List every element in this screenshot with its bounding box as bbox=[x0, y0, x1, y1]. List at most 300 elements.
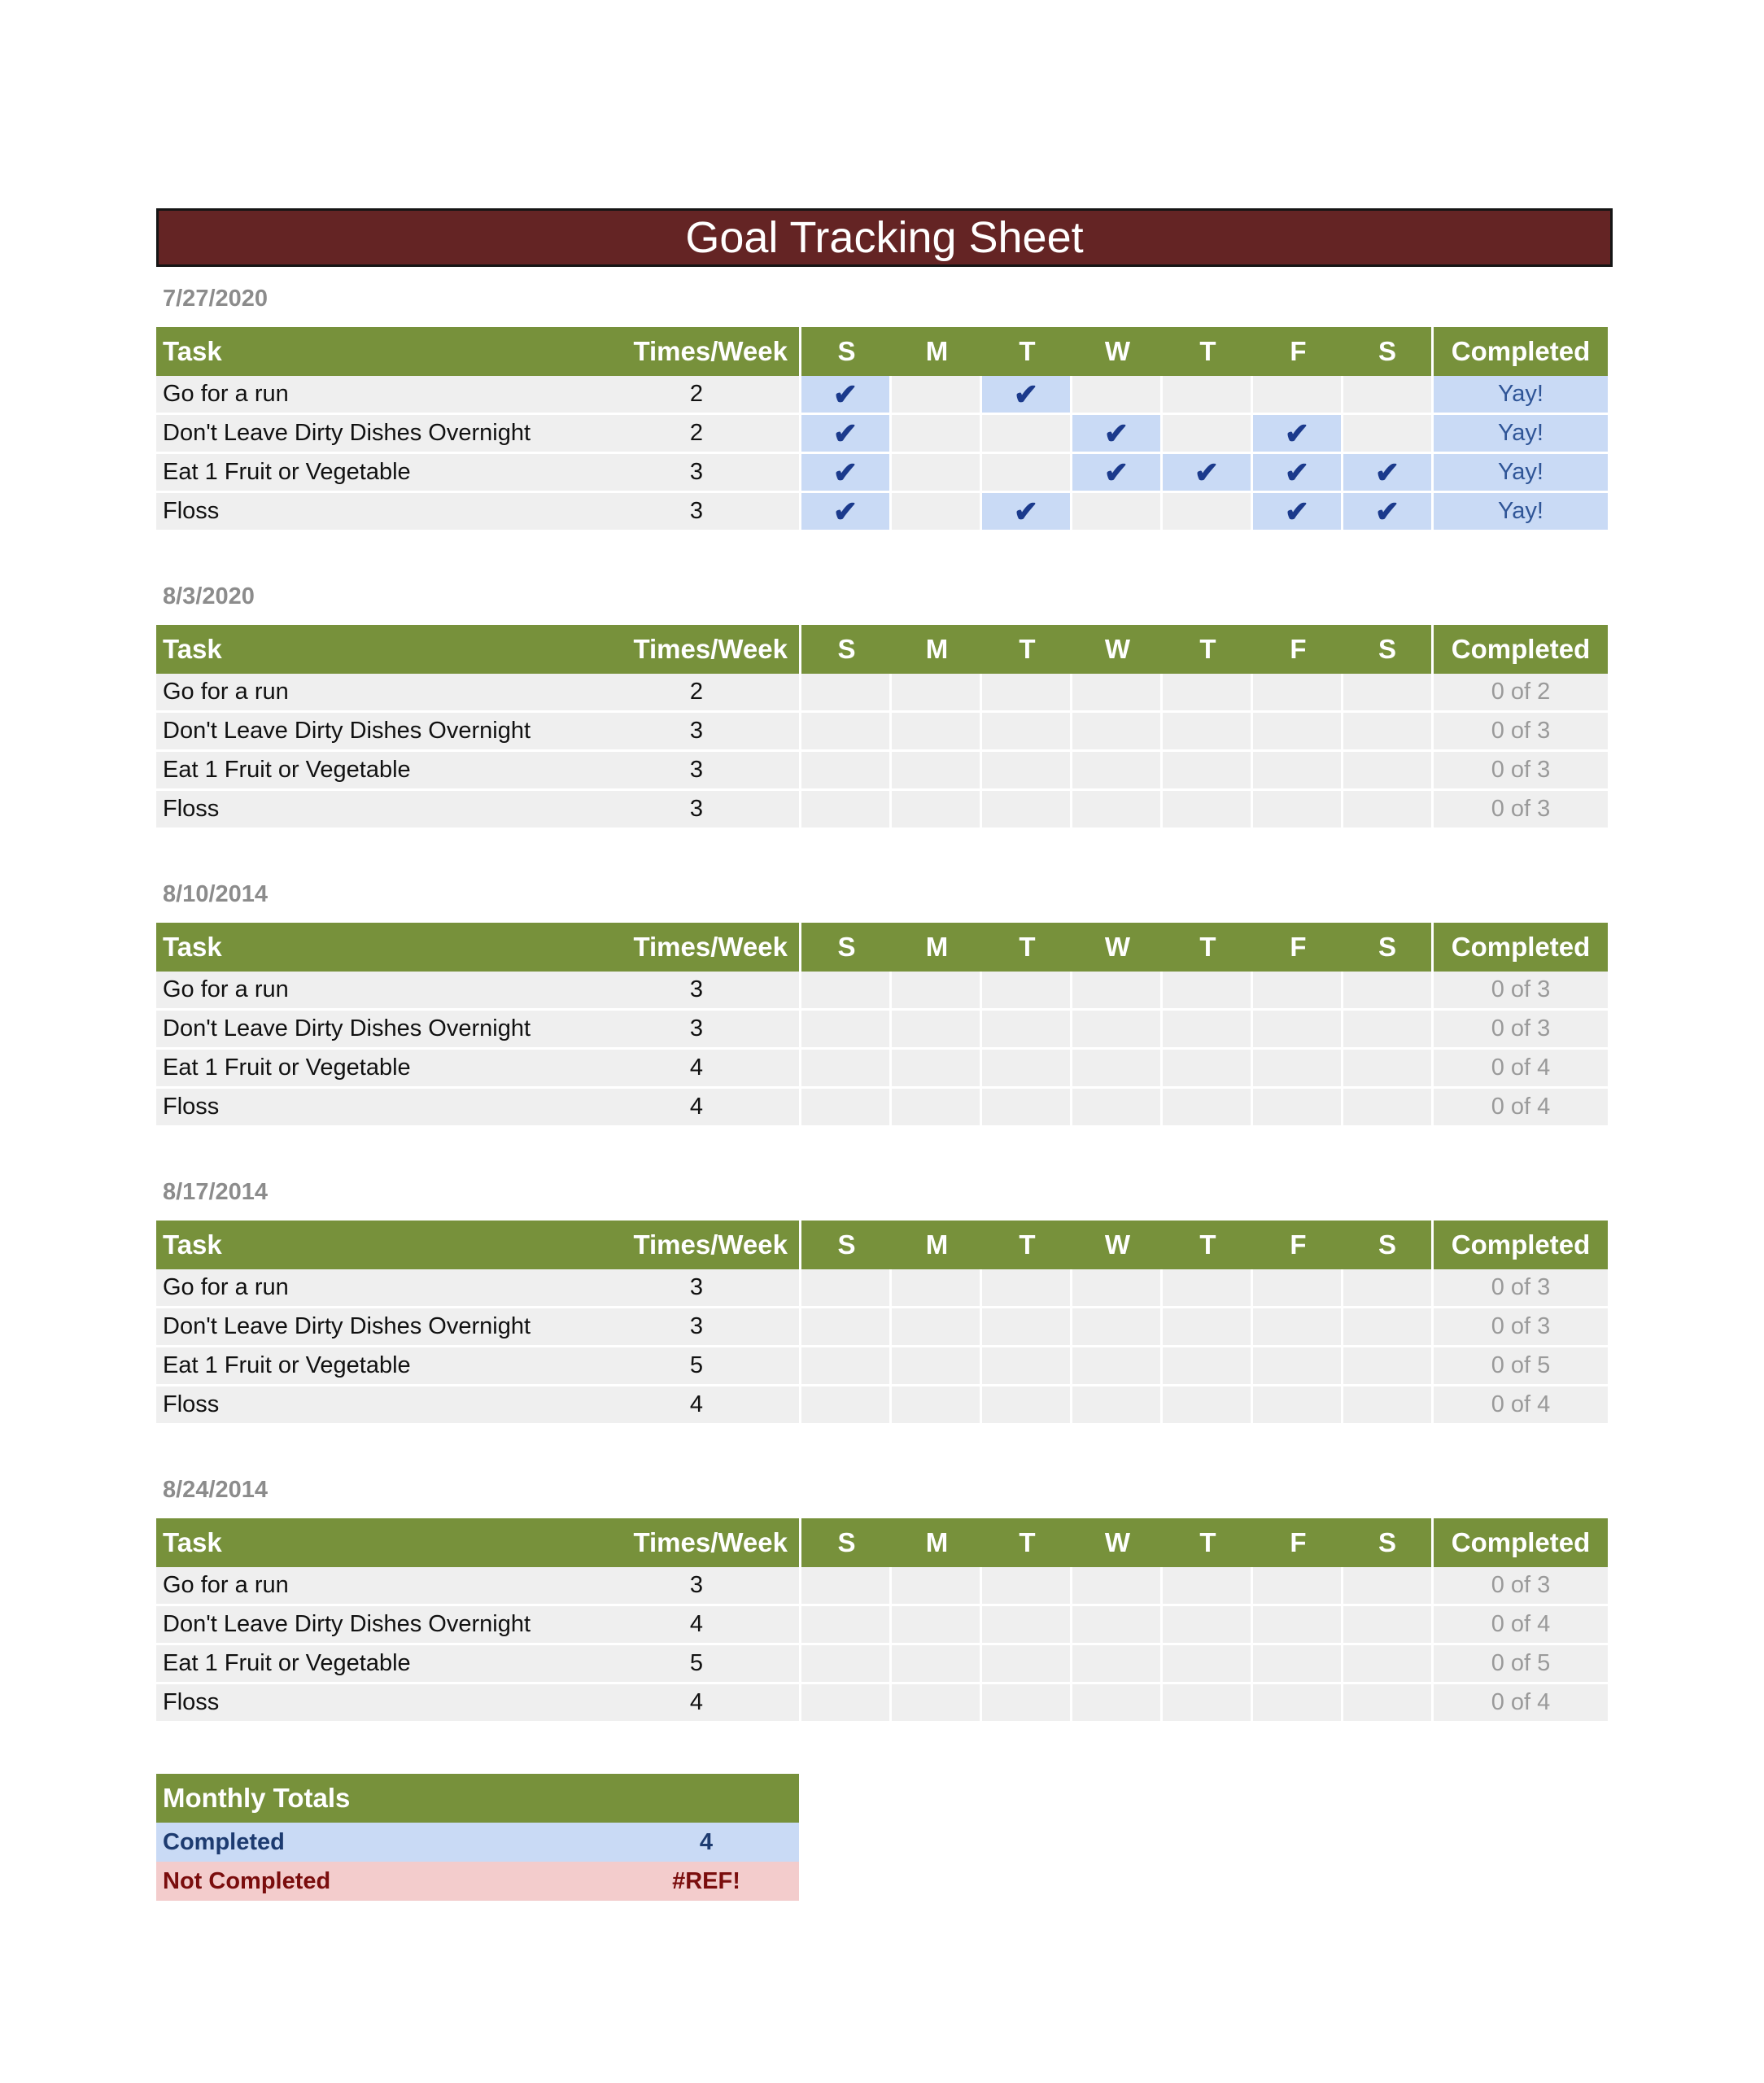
day-cell[interactable] bbox=[892, 454, 982, 493]
task-cell[interactable] bbox=[156, 376, 801, 415]
day-cell[interactable] bbox=[1253, 415, 1343, 454]
completed-cell: 0 of 3 bbox=[1434, 752, 1608, 791]
day-cell[interactable] bbox=[1163, 752, 1253, 791]
header-day: T bbox=[1163, 1221, 1253, 1269]
day-cell[interactable] bbox=[892, 1308, 982, 1347]
completed-cell: 0 of 3 bbox=[1434, 713, 1608, 752]
check-icon: ✔ bbox=[832, 494, 858, 528]
day-cell[interactable] bbox=[1343, 415, 1434, 454]
day-cell[interactable] bbox=[1253, 791, 1343, 830]
day-cell[interactable] bbox=[892, 1606, 982, 1645]
header-day: S bbox=[1343, 1221, 1434, 1269]
day-cell[interactable] bbox=[982, 791, 1072, 830]
day-cell[interactable] bbox=[1253, 1645, 1343, 1684]
day-cell[interactable] bbox=[1253, 1269, 1343, 1308]
completed-cell: Yay! bbox=[1434, 493, 1608, 532]
day-cell[interactable] bbox=[1253, 1386, 1343, 1426]
header-task-cell bbox=[156, 625, 801, 674]
day-cell[interactable] bbox=[982, 752, 1072, 791]
header-day: T bbox=[1163, 327, 1253, 376]
day-cell[interactable] bbox=[982, 674, 1072, 713]
day-cell[interactable] bbox=[892, 674, 982, 713]
task-name: Eat 1 Fruit or Vegetable bbox=[163, 1650, 411, 1676]
day-cell[interactable] bbox=[1343, 1567, 1434, 1606]
header-day: W bbox=[1072, 327, 1163, 376]
task-cell[interactable] bbox=[156, 713, 801, 752]
day-cell[interactable] bbox=[1343, 1308, 1434, 1347]
day-cell[interactable] bbox=[1343, 376, 1434, 415]
check-icon: ✔ bbox=[1374, 494, 1400, 528]
task-cell[interactable] bbox=[156, 674, 801, 713]
header-day: T bbox=[982, 327, 1072, 376]
header-day: S bbox=[801, 625, 892, 674]
day-cell[interactable] bbox=[1163, 1269, 1253, 1308]
task-cell[interactable] bbox=[156, 1089, 801, 1128]
day-cell[interactable] bbox=[1072, 972, 1163, 1011]
day-cell[interactable] bbox=[982, 1050, 1072, 1089]
header-day: T bbox=[982, 923, 1072, 972]
day-cell[interactable] bbox=[892, 1567, 982, 1606]
week-section bbox=[156, 830, 1613, 1128]
task-cell[interactable] bbox=[156, 1269, 801, 1308]
times-per-week-value: 3 bbox=[689, 498, 704, 524]
task-name: Go for a run bbox=[163, 679, 289, 705]
task-cell[interactable] bbox=[156, 972, 801, 1011]
header-completed: Completed bbox=[1434, 327, 1608, 376]
day-cell[interactable] bbox=[892, 1050, 982, 1089]
week-spacer bbox=[156, 532, 1613, 565]
day-cell[interactable] bbox=[892, 1089, 982, 1128]
header-day: M bbox=[892, 625, 982, 674]
day-cell[interactable] bbox=[1072, 376, 1163, 415]
week-date: 8/17/2014 bbox=[163, 1179, 269, 1205]
monthly-totals-table bbox=[156, 1774, 799, 1901]
header-day: S bbox=[1343, 327, 1434, 376]
week-spacer bbox=[156, 830, 1613, 862]
completed-cell: 0 of 3 bbox=[1434, 1011, 1608, 1050]
header-day: M bbox=[892, 1518, 982, 1567]
day-cell[interactable] bbox=[801, 1645, 892, 1684]
day-cell[interactable] bbox=[982, 1645, 1072, 1684]
completed-cell: Yay! bbox=[1434, 376, 1608, 415]
header-day: W bbox=[1072, 625, 1163, 674]
task-name: Don't Leave Dirty Dishes Overnight bbox=[163, 1611, 531, 1637]
task-name: Go for a run bbox=[163, 381, 289, 407]
day-cell[interactable] bbox=[1072, 1308, 1163, 1347]
day-cell[interactable] bbox=[982, 415, 1072, 454]
times-per-week-value: 3 bbox=[689, 757, 704, 783]
day-cell[interactable] bbox=[892, 376, 982, 415]
header-task: Task bbox=[163, 932, 222, 962]
header-times-per-week: Times/Week bbox=[633, 1229, 788, 1260]
day-cell[interactable] bbox=[801, 1011, 892, 1050]
day-cell[interactable] bbox=[1072, 674, 1163, 713]
task-name: Floss bbox=[163, 1689, 220, 1715]
day-cell[interactable] bbox=[1253, 454, 1343, 493]
completed-cell: Yay! bbox=[1434, 415, 1608, 454]
task-name: Eat 1 Fruit or Vegetable bbox=[163, 459, 411, 485]
totals-completed-value: 4 bbox=[699, 1828, 714, 1855]
day-cell[interactable] bbox=[801, 1269, 892, 1308]
week-spacer bbox=[156, 1128, 1613, 1160]
day-cell[interactable] bbox=[1072, 1347, 1163, 1386]
times-per-week-value: 2 bbox=[689, 420, 704, 446]
header-day: S bbox=[1343, 923, 1434, 972]
totals-not-completed-label: Not Completed bbox=[163, 1867, 331, 1894]
header-task-cell bbox=[156, 327, 801, 376]
day-cell[interactable] bbox=[1343, 1684, 1434, 1723]
day-cell[interactable] bbox=[892, 791, 982, 830]
day-cell[interactable] bbox=[1163, 1684, 1253, 1723]
day-cell[interactable] bbox=[801, 376, 892, 415]
task-cell[interactable] bbox=[156, 1386, 801, 1426]
day-cell[interactable] bbox=[801, 1050, 892, 1089]
day-cell[interactable] bbox=[892, 1269, 982, 1308]
day-cell[interactable] bbox=[801, 674, 892, 713]
day-cell[interactable] bbox=[1253, 1606, 1343, 1645]
day-cell[interactable] bbox=[982, 493, 1072, 532]
day-cell[interactable] bbox=[1253, 376, 1343, 415]
task-name: Eat 1 Fruit or Vegetable bbox=[163, 1055, 411, 1081]
header-task: Task bbox=[163, 1527, 222, 1557]
completed-cell: 0 of 4 bbox=[1434, 1386, 1608, 1426]
day-cell[interactable] bbox=[892, 972, 982, 1011]
day-cell[interactable] bbox=[892, 1645, 982, 1684]
day-cell[interactable] bbox=[801, 1089, 892, 1128]
task-cell[interactable] bbox=[156, 1567, 801, 1606]
day-cell[interactable] bbox=[1163, 713, 1253, 752]
day-cell[interactable] bbox=[1072, 752, 1163, 791]
times-per-week-value: 3 bbox=[689, 976, 704, 1002]
day-cell[interactable] bbox=[801, 454, 892, 493]
times-per-week-value: 3 bbox=[689, 796, 704, 822]
header-day: T bbox=[1163, 1518, 1253, 1567]
times-per-week-value: 4 bbox=[689, 1094, 704, 1120]
check-icon: ✔ bbox=[832, 377, 858, 411]
header-day: W bbox=[1072, 1221, 1163, 1269]
header-task-cell bbox=[156, 1518, 801, 1567]
day-cell[interactable] bbox=[1343, 493, 1434, 532]
day-cell[interactable] bbox=[892, 1011, 982, 1050]
task-cell[interactable] bbox=[156, 1011, 801, 1050]
day-cell[interactable] bbox=[801, 1606, 892, 1645]
day-cell[interactable] bbox=[1253, 1347, 1343, 1386]
times-per-week-value: 5 bbox=[689, 1352, 704, 1378]
times-per-week-value: 5 bbox=[689, 1650, 704, 1676]
day-cell[interactable] bbox=[892, 1684, 982, 1723]
day-cell[interactable] bbox=[982, 1089, 1072, 1128]
day-cell[interactable] bbox=[892, 1386, 982, 1426]
day-cell[interactable] bbox=[1343, 454, 1434, 493]
times-per-week-value: 2 bbox=[689, 381, 704, 407]
day-cell[interactable] bbox=[1253, 493, 1343, 532]
header-times-per-week: Times/Week bbox=[633, 336, 788, 366]
header-day: T bbox=[1163, 625, 1253, 674]
completed-cell: 0 of 3 bbox=[1434, 1308, 1608, 1347]
day-cell[interactable] bbox=[982, 1011, 1072, 1050]
day-cell[interactable] bbox=[982, 1684, 1072, 1723]
day-cell[interactable] bbox=[1253, 1050, 1343, 1089]
task-cell[interactable] bbox=[156, 493, 801, 532]
task-name: Don't Leave Dirty Dishes Overnight bbox=[163, 718, 531, 744]
task-name: Floss bbox=[163, 498, 220, 524]
times-per-week-value: 2 bbox=[689, 679, 704, 705]
totals-completed-label: Completed bbox=[163, 1828, 285, 1855]
day-cell[interactable] bbox=[801, 713, 892, 752]
day-cell[interactable] bbox=[982, 972, 1072, 1011]
day-cell[interactable] bbox=[982, 1386, 1072, 1426]
header-day: F bbox=[1253, 1518, 1343, 1567]
week-table bbox=[156, 327, 1613, 532]
task-cell[interactable] bbox=[156, 1645, 801, 1684]
day-cell[interactable] bbox=[982, 1567, 1072, 1606]
day-cell[interactable] bbox=[1343, 1645, 1434, 1684]
day-cell[interactable] bbox=[1253, 972, 1343, 1011]
task-name: Go for a run bbox=[163, 1572, 289, 1598]
day-cell[interactable] bbox=[1072, 1386, 1163, 1426]
day-cell[interactable] bbox=[892, 1347, 982, 1386]
header-day: M bbox=[892, 1221, 982, 1269]
check-icon: ✔ bbox=[832, 416, 858, 450]
day-cell[interactable] bbox=[801, 791, 892, 830]
times-per-week-value: 3 bbox=[689, 1313, 704, 1339]
day-cell[interactable] bbox=[1343, 713, 1434, 752]
header-completed: Completed bbox=[1434, 1518, 1608, 1567]
day-cell[interactable] bbox=[801, 493, 892, 532]
header-day: W bbox=[1072, 1518, 1163, 1567]
day-cell[interactable] bbox=[1072, 1645, 1163, 1684]
week-table bbox=[156, 923, 1613, 1128]
completed-cell: 0 of 2 bbox=[1434, 674, 1608, 713]
header-task: Task bbox=[163, 1229, 222, 1260]
day-cell[interactable] bbox=[801, 1567, 892, 1606]
header-day: S bbox=[801, 1518, 892, 1567]
header-day: T bbox=[982, 1518, 1072, 1567]
weeks-container bbox=[156, 267, 1613, 1723]
day-cell[interactable] bbox=[1163, 674, 1253, 713]
task-name: Floss bbox=[163, 1391, 220, 1417]
completed-cell: 0 of 4 bbox=[1434, 1050, 1608, 1089]
day-cell[interactable] bbox=[1072, 791, 1163, 830]
task-name: Don't Leave Dirty Dishes Overnight bbox=[163, 1313, 531, 1339]
header-times-per-week: Times/Week bbox=[633, 932, 788, 962]
task-name: Floss bbox=[163, 796, 220, 822]
day-cell[interactable] bbox=[1163, 1645, 1253, 1684]
week-table bbox=[156, 1221, 1613, 1426]
day-cell[interactable] bbox=[1072, 1606, 1163, 1645]
completed-cell: 0 of 4 bbox=[1434, 1606, 1608, 1645]
completed-cell: 0 of 3 bbox=[1434, 1567, 1608, 1606]
task-cell[interactable] bbox=[156, 415, 801, 454]
day-cell[interactable] bbox=[892, 493, 982, 532]
day-cell[interactable] bbox=[801, 1308, 892, 1347]
day-cell[interactable] bbox=[1163, 1308, 1253, 1347]
day-cell[interactable] bbox=[1163, 1011, 1253, 1050]
day-cell[interactable] bbox=[1163, 1606, 1253, 1645]
task-cell[interactable] bbox=[156, 1684, 801, 1723]
day-cell[interactable] bbox=[1072, 713, 1163, 752]
day-cell[interactable] bbox=[1343, 752, 1434, 791]
day-cell[interactable] bbox=[1253, 1567, 1343, 1606]
header-day: S bbox=[1343, 625, 1434, 674]
day-cell[interactable] bbox=[1163, 972, 1253, 1011]
check-icon: ✔ bbox=[1013, 377, 1039, 411]
task-cell[interactable] bbox=[156, 1308, 801, 1347]
header-completed: Completed bbox=[1434, 923, 1608, 972]
header-completed: Completed bbox=[1434, 1221, 1608, 1269]
week-table bbox=[156, 1518, 1613, 1723]
day-cell[interactable] bbox=[801, 415, 892, 454]
day-cell[interactable] bbox=[1163, 791, 1253, 830]
week-table bbox=[156, 625, 1613, 830]
day-cell[interactable] bbox=[1343, 1347, 1434, 1386]
header-task: Task bbox=[163, 634, 222, 664]
header-completed: Completed bbox=[1434, 625, 1608, 674]
header-task-cell bbox=[156, 1221, 801, 1269]
day-cell[interactable] bbox=[1072, 454, 1163, 493]
day-cell[interactable] bbox=[1253, 674, 1343, 713]
day-cell[interactable] bbox=[801, 1347, 892, 1386]
day-cell[interactable] bbox=[1072, 1567, 1163, 1606]
day-cell[interactable] bbox=[1072, 1089, 1163, 1128]
check-icon: ✔ bbox=[1284, 494, 1310, 528]
header-day: T bbox=[982, 1221, 1072, 1269]
task-cell[interactable] bbox=[156, 791, 801, 830]
completed-cell: 0 of 3 bbox=[1434, 791, 1608, 830]
week-section bbox=[156, 267, 1613, 532]
times-per-week-value: 3 bbox=[689, 1274, 704, 1300]
day-cell[interactable] bbox=[982, 1606, 1072, 1645]
header-day: S bbox=[801, 923, 892, 972]
day-cell[interactable] bbox=[1343, 1269, 1434, 1308]
day-cell[interactable] bbox=[1163, 1050, 1253, 1089]
day-cell[interactable] bbox=[1253, 1011, 1343, 1050]
sheet-title: Goal Tracking Sheet bbox=[156, 208, 1613, 267]
header-day: T bbox=[982, 625, 1072, 674]
totals-not-completed-value: #REF! bbox=[672, 1867, 740, 1894]
day-cell[interactable] bbox=[982, 1347, 1072, 1386]
task-name: Go for a run bbox=[163, 976, 289, 1002]
week-section bbox=[156, 1128, 1613, 1426]
week-date: 8/3/2020 bbox=[163, 583, 255, 609]
task-cell[interactable] bbox=[156, 1347, 801, 1386]
day-cell[interactable] bbox=[982, 713, 1072, 752]
day-cell[interactable] bbox=[982, 1308, 1072, 1347]
day-cell[interactable] bbox=[1343, 1011, 1434, 1050]
check-icon: ✔ bbox=[1374, 455, 1400, 489]
day-cell[interactable] bbox=[1163, 1347, 1253, 1386]
times-per-week-value: 4 bbox=[689, 1055, 704, 1081]
day-cell[interactable] bbox=[1253, 1684, 1343, 1723]
task-name: Eat 1 Fruit or Vegetable bbox=[163, 757, 411, 783]
completed-cell: 0 of 5 bbox=[1434, 1645, 1608, 1684]
monthly-totals-header: Monthly Totals bbox=[156, 1774, 799, 1823]
day-cell[interactable] bbox=[1253, 752, 1343, 791]
day-cell[interactable] bbox=[1163, 1567, 1253, 1606]
check-icon: ✔ bbox=[832, 455, 858, 489]
completed-cell: 0 of 4 bbox=[1434, 1089, 1608, 1128]
week-date: 8/24/2014 bbox=[163, 1477, 269, 1503]
header-day: M bbox=[892, 327, 982, 376]
day-cell[interactable] bbox=[982, 454, 1072, 493]
header-task-cell bbox=[156, 923, 801, 972]
task-cell[interactable] bbox=[156, 1050, 801, 1089]
header-day: T bbox=[1163, 923, 1253, 972]
day-cell[interactable] bbox=[1163, 1386, 1253, 1426]
times-per-week-value: 4 bbox=[689, 1391, 704, 1417]
day-cell[interactable] bbox=[1072, 1011, 1163, 1050]
day-cell[interactable] bbox=[801, 1684, 892, 1723]
task-name: Eat 1 Fruit or Vegetable bbox=[163, 1352, 411, 1378]
task-cell[interactable] bbox=[156, 752, 801, 791]
header-day: S bbox=[801, 327, 892, 376]
day-cell[interactable] bbox=[1253, 1308, 1343, 1347]
day-cell[interactable] bbox=[1072, 415, 1163, 454]
check-icon: ✔ bbox=[1103, 416, 1129, 450]
header-task: Task bbox=[163, 336, 222, 366]
task-name: Floss bbox=[163, 1094, 220, 1120]
day-cell[interactable] bbox=[982, 1269, 1072, 1308]
completed-cell: 0 of 3 bbox=[1434, 1269, 1608, 1308]
check-icon: ✔ bbox=[1013, 494, 1039, 528]
day-cell[interactable] bbox=[1072, 1050, 1163, 1089]
day-cell[interactable] bbox=[1343, 674, 1434, 713]
day-cell[interactable] bbox=[1072, 1269, 1163, 1308]
day-cell[interactable] bbox=[1253, 713, 1343, 752]
week-spacer bbox=[156, 1426, 1613, 1458]
day-cell[interactable] bbox=[1343, 1089, 1434, 1128]
day-cell[interactable] bbox=[982, 376, 1072, 415]
day-cell[interactable] bbox=[801, 752, 892, 791]
day-cell[interactable] bbox=[1343, 1606, 1434, 1645]
task-name: Don't Leave Dirty Dishes Overnight bbox=[163, 1015, 531, 1042]
task-name: Go for a run bbox=[163, 1274, 289, 1300]
completed-cell: 0 of 3 bbox=[1434, 972, 1608, 1011]
day-cell[interactable] bbox=[1343, 972, 1434, 1011]
completed-cell: 0 of 4 bbox=[1434, 1684, 1608, 1723]
day-cell[interactable] bbox=[892, 752, 982, 791]
day-cell[interactable] bbox=[1253, 1089, 1343, 1128]
day-cell[interactable] bbox=[1163, 454, 1253, 493]
times-per-week-value: 3 bbox=[689, 718, 704, 744]
day-cell[interactable] bbox=[801, 972, 892, 1011]
day-cell[interactable] bbox=[1343, 791, 1434, 830]
header-times-per-week: Times/Week bbox=[633, 634, 788, 664]
day-cell[interactable] bbox=[892, 415, 982, 454]
day-cell[interactable] bbox=[801, 1386, 892, 1426]
week-section bbox=[156, 532, 1613, 830]
check-icon: ✔ bbox=[1194, 455, 1220, 489]
day-cell[interactable] bbox=[1072, 1684, 1163, 1723]
day-cell[interactable] bbox=[892, 713, 982, 752]
day-cell[interactable] bbox=[1343, 1386, 1434, 1426]
day-cell[interactable] bbox=[1163, 1089, 1253, 1128]
day-cell[interactable] bbox=[1163, 376, 1253, 415]
day-cell[interactable] bbox=[1163, 493, 1253, 532]
week-date: 7/27/2020 bbox=[163, 286, 269, 312]
week-section bbox=[156, 1426, 1613, 1723]
task-cell[interactable] bbox=[156, 1606, 801, 1645]
task-name: Don't Leave Dirty Dishes Overnight bbox=[163, 420, 531, 446]
header-day: F bbox=[1253, 625, 1343, 674]
day-cell[interactable] bbox=[1343, 1050, 1434, 1089]
header-day: F bbox=[1253, 923, 1343, 972]
task-cell[interactable] bbox=[156, 454, 801, 493]
day-cell[interactable] bbox=[1163, 415, 1253, 454]
day-cell[interactable] bbox=[1072, 493, 1163, 532]
times-per-week-value: 3 bbox=[689, 1015, 704, 1042]
header-day: S bbox=[801, 1221, 892, 1269]
